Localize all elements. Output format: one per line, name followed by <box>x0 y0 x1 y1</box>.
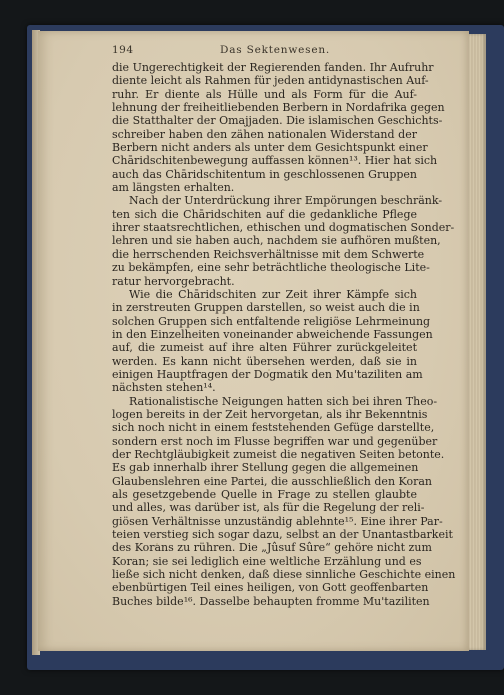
text-line: Koran; sie sei lediglich eine weltliche Erzählung und es <box>112 554 422 568</box>
text-line: werden. Es kann nicht übersehen werden, daß sie in <box>112 354 417 368</box>
text-line: des Korans zu rühren. Die „Jûsuf Sûre“ gehöre nicht zum <box>112 541 432 555</box>
page-header <box>112 44 413 58</box>
text-line: diente leicht als Rahmen für jeden antidynastischen Auf- <box>112 74 429 88</box>
text-line: Berbern nicht anders als unter dem Gesichtspunkt einer <box>112 141 428 155</box>
text-line: Chāridschitenbewegung auffassen können¹³. Hier hat sich <box>112 154 438 168</box>
text-line: zu bekämpfen, eine sehr beträchtliche theologische Lite- <box>112 261 430 275</box>
text-line: lehren und sie haben auch, nachdem sie aufhören mußten, <box>112 234 441 248</box>
text-line: ließe sich nicht denken, daß diese sinnliche Geschichte einen <box>112 568 456 582</box>
text-line: ihrer staatsrechtlichen, ethischen und dogmatischen Sonder- <box>112 221 455 235</box>
body-text <box>112 61 456 608</box>
text-line: ten sich die Chāridschiten auf die gedankliche Pflege <box>112 207 417 221</box>
text-line: Buches bilde¹⁶. Dasselbe behaupten fromme Mu'taziliten <box>112 594 430 608</box>
text-line: sich noch nicht in einem feststehenden Gefüge darstellte, <box>112 421 435 435</box>
text-line: auch das Chāridschitentum in geschlossenen Gruppen <box>112 167 417 181</box>
text-line: schreiber haben den zähen nationalen Widerstand der <box>112 127 417 141</box>
text-line: in den Einzelheiten voneinander abweichende Fassungen <box>112 327 433 341</box>
running-head: Das Sektenwesen. <box>220 44 331 56</box>
text-line: Glaubenslehren eine Partei, die ausschließlich den Koran <box>112 474 432 488</box>
text-line: ebenbürtigen Teil eines heiligen, von Gott geoffenbarten <box>112 581 429 595</box>
text-line: die Statthalter der Omajjaden. Die islamischen Geschichts- <box>112 114 443 128</box>
text-line: als gesetzgebende Quelle in Frage zu stellen glaubte <box>112 488 417 501</box>
text-line: Nach der Unterdrückung ihrer Empörungen beschränk- <box>129 194 443 208</box>
text-line: am längsten erhalten. <box>112 181 235 195</box>
text-line: Es gab innerhalb ihrer Stellung gegen die allgemeinen <box>112 461 419 475</box>
text-line: die herrschenden Reichsverhältnisse mit dem Schwerte <box>112 247 425 261</box>
text-line: Rationalistische Neigungen hatten sich bei ihren Theo- <box>129 394 438 408</box>
text-line: der Rechtgläubigkeit zumeist die negativen Seiten betonte. <box>112 447 445 461</box>
text-line: teien verstieg sich sogar dazu, selbst an der Unantastbarkeit <box>112 528 453 542</box>
text-line: Wie die Chāridschiten zur Zeit ihrer Kämpfe sich <box>129 287 417 301</box>
text-line: und alles, was darüber ist, als für die Regelung der reli- <box>112 501 425 515</box>
text-line: die Ungerechtigkeit der Regierenden fanden. Ihr Aufruhr <box>112 61 434 74</box>
text-line: nächsten stehen¹⁴. <box>112 381 216 395</box>
page-edges <box>466 34 486 650</box>
text-line: lehnung der freiheitliebenden Berbern in Nordafrika gegen <box>112 101 445 115</box>
text-line: logen bereits in der Zeit hervorgetan, als ihr Bekenntnis <box>112 407 428 421</box>
text-line: in zerstreuten Gruppen darstellen, so weist auch die in <box>112 301 420 315</box>
text-line: ruhr. Er diente als Hülle und als Form für die Auf- <box>112 87 417 101</box>
text-line: solchen Gruppen sich entfaltende religiöse Lehrmeinung <box>112 314 431 328</box>
text-line: ratur hervorgebracht. <box>112 274 235 288</box>
text-line: sondern erst noch im Flusse begriffen war und gegenüber <box>112 434 438 448</box>
page-number: 194 <box>112 44 134 56</box>
text-line: einigen Hauptfragen der Dogmatik den Mu'taziliten am <box>112 367 423 381</box>
text-line: giösen Verhältnisse unzuständig ablehnte¹⁵. Eine ihrer Par- <box>112 514 443 528</box>
text-line: auf, die zumeist auf ihre alten Führer zurückgeleitet <box>112 341 417 355</box>
